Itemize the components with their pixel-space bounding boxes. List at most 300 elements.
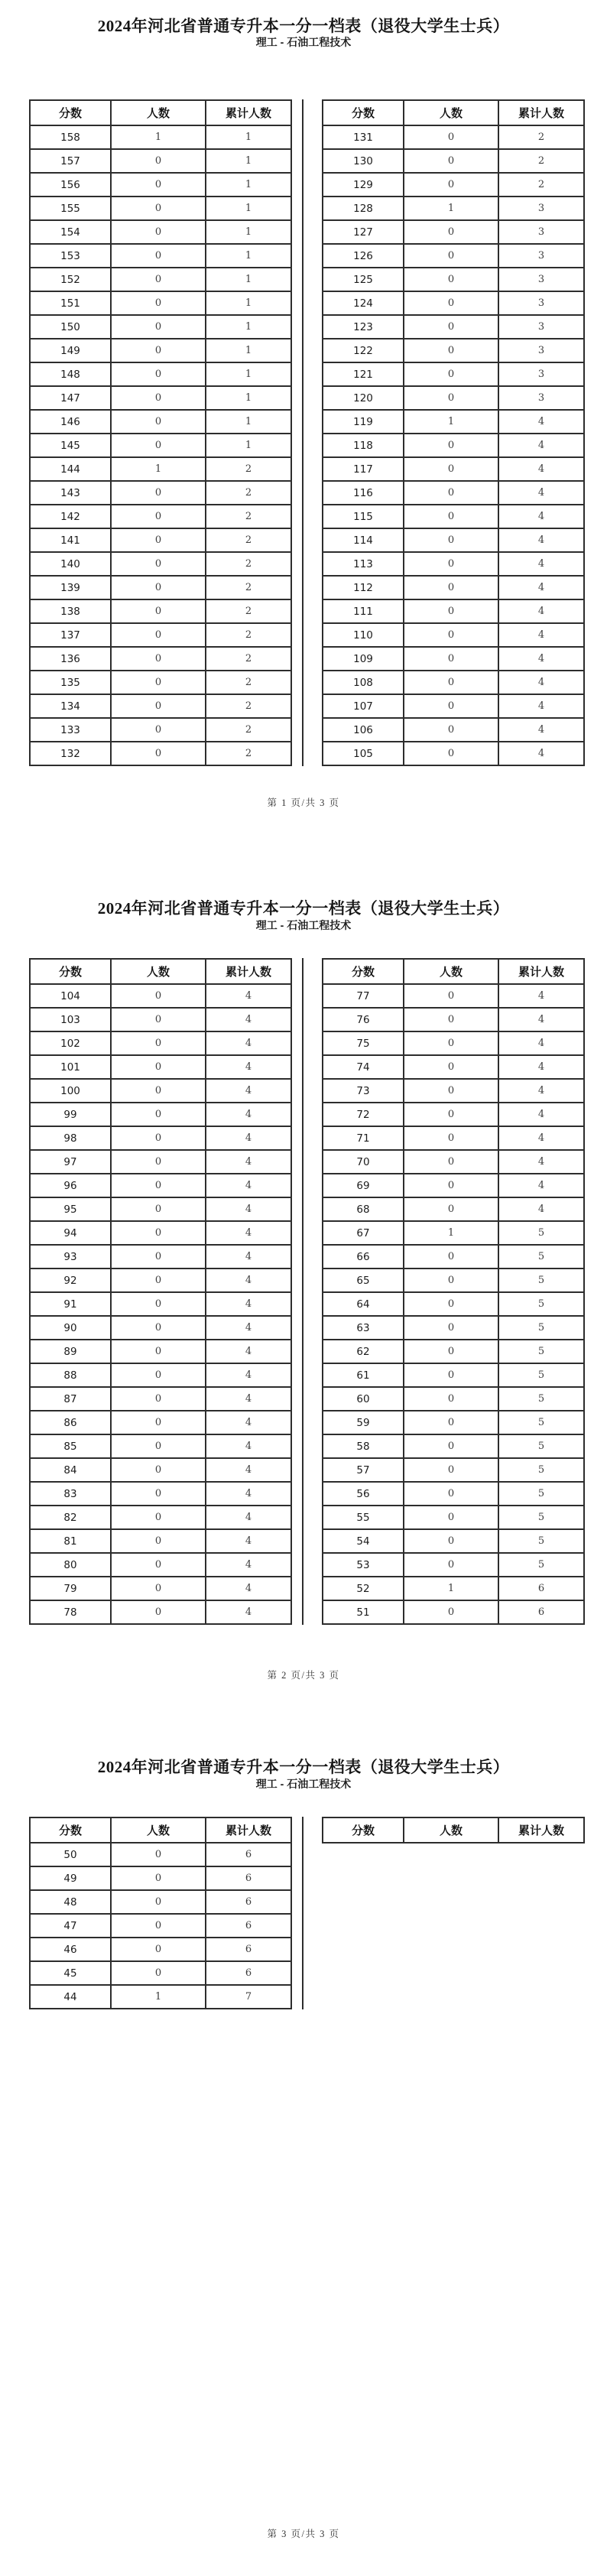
- count-cell: 0: [111, 1890, 206, 1914]
- table-row: [30, 291, 291, 315]
- table-row: [323, 718, 584, 742]
- table-divider: [302, 99, 304, 766]
- count-cell: 0: [404, 623, 498, 647]
- score-cell: 118: [323, 434, 404, 457]
- cumulative-cell: 4: [498, 1197, 584, 1221]
- table-row: [323, 1340, 584, 1363]
- score-cell: 55: [323, 1506, 404, 1529]
- table-row: [30, 173, 291, 197]
- table-row: [30, 1150, 291, 1174]
- count-cell: 0: [404, 1434, 498, 1458]
- cumulative-cell: 7: [206, 1985, 291, 2009]
- count-cell: 0: [111, 149, 206, 173]
- score-cell: 84: [30, 1458, 111, 1482]
- score-cell: 91: [30, 1292, 111, 1316]
- score-cell: 51: [323, 1600, 404, 1624]
- score-cell: 139: [30, 576, 111, 599]
- page-subtitle: 理工 - 石油工程技术: [255, 36, 352, 48]
- cumulative-cell: 4: [206, 984, 291, 1008]
- cumulative-cell: 4: [498, 671, 584, 694]
- cumulative-cell: 2: [206, 647, 291, 671]
- score-cell: 69: [323, 1174, 404, 1197]
- count-cell: 0: [111, 1103, 206, 1126]
- table-row: [323, 268, 584, 291]
- table-row: [30, 1914, 291, 1938]
- count-cell: 0: [111, 1506, 206, 1529]
- cumulative-cell: 1: [206, 268, 291, 291]
- count-cell: 0: [404, 1482, 498, 1506]
- count-cell: 0: [404, 220, 498, 244]
- cumulative-cell: 5: [498, 1245, 584, 1269]
- score-cell: 57: [323, 1458, 404, 1482]
- count-cell: 0: [111, 528, 206, 552]
- count-cell: 0: [404, 552, 498, 576]
- score-cell: 82: [30, 1506, 111, 1529]
- cumulative-cell: 4: [498, 647, 584, 671]
- score-cell: 62: [323, 1340, 404, 1363]
- score-cell: 150: [30, 315, 111, 339]
- score-cell: 54: [323, 1529, 404, 1553]
- table-row: [323, 1150, 584, 1174]
- table-row: [323, 1269, 584, 1292]
- score-cell: 59: [323, 1411, 404, 1434]
- score-cell: 154: [30, 220, 111, 244]
- table-row: [323, 623, 584, 647]
- cumulative-cell: 4: [206, 1600, 291, 1624]
- count-cell: 1: [404, 1577, 498, 1600]
- cumulative-cell: 4: [498, 623, 584, 647]
- table-row: [323, 149, 584, 173]
- count-cell: 0: [404, 1387, 498, 1411]
- score-cell: 60: [323, 1387, 404, 1411]
- table-row: [30, 1079, 291, 1103]
- score-cell: 103: [30, 1008, 111, 1031]
- table-row: [30, 1866, 291, 1890]
- table-row: [323, 1363, 584, 1387]
- table-row: [323, 481, 584, 505]
- cumulative-cell: 4: [498, 552, 584, 576]
- table-row: [30, 1103, 291, 1126]
- cumulative-cell: 6: [206, 1938, 291, 1961]
- cumulative-cell: 5: [498, 1340, 584, 1363]
- cumulative-cell: 6: [498, 1600, 584, 1624]
- cumulative-cell: 1: [206, 125, 291, 149]
- table-row: [323, 434, 584, 457]
- page-footer: 第 2 页/共 3 页: [267, 1670, 340, 1681]
- cumulative-cell: 1: [206, 291, 291, 315]
- table-row: [323, 552, 584, 576]
- count-cell: 0: [111, 1577, 206, 1600]
- count-cell: 0: [111, 268, 206, 291]
- cumulative-cell: 4: [498, 742, 584, 765]
- cumulative-cell: 4: [206, 1221, 291, 1245]
- count-cell: 1: [111, 457, 206, 481]
- count-cell: 0: [111, 1387, 206, 1411]
- column-header-score: 分数: [30, 959, 111, 984]
- score-cell: 81: [30, 1529, 111, 1553]
- page-subtitle: 理工 - 石油工程技术: [255, 919, 352, 931]
- count-cell: 0: [111, 599, 206, 623]
- table-row: [30, 1245, 291, 1269]
- score-cell: 141: [30, 528, 111, 552]
- column-header-count: 人数: [111, 1817, 206, 1843]
- table-row: [323, 1174, 584, 1197]
- cumulative-cell: 1: [206, 386, 291, 410]
- table-row: [323, 694, 584, 718]
- score-cell: 143: [30, 481, 111, 505]
- cumulative-cell: 4: [206, 1292, 291, 1316]
- table-row: [323, 386, 584, 410]
- score-cell: 87: [30, 1387, 111, 1411]
- header-row: [30, 959, 291, 984]
- count-cell: 0: [111, 173, 206, 197]
- score-cell: 158: [30, 125, 111, 149]
- score-cell: 136: [30, 647, 111, 671]
- table-divider: [302, 958, 304, 1625]
- page-2: [0, 859, 607, 1717]
- table-row: [323, 1529, 584, 1553]
- count-cell: 0: [111, 339, 206, 362]
- cumulative-cell: 2: [206, 694, 291, 718]
- cumulative-cell: 5: [498, 1363, 584, 1387]
- table-row: [30, 742, 291, 765]
- score-cell: 70: [323, 1150, 404, 1174]
- score-cell: 100: [30, 1079, 111, 1103]
- table-row: [30, 1411, 291, 1434]
- score-cell: 101: [30, 1055, 111, 1079]
- cumulative-cell: 4: [206, 1126, 291, 1150]
- cumulative-cell: 4: [206, 1174, 291, 1197]
- score-cell: 123: [323, 315, 404, 339]
- cumulative-cell: 4: [498, 984, 584, 1008]
- table-row: [30, 197, 291, 220]
- count-cell: 0: [111, 1600, 206, 1624]
- cumulative-cell: 1: [206, 149, 291, 173]
- table-row: [30, 125, 291, 149]
- score-cell: 111: [323, 599, 404, 623]
- count-cell: 1: [404, 1221, 498, 1245]
- score-cell: 53: [323, 1553, 404, 1577]
- table-header: [323, 959, 584, 984]
- score-cell: 80: [30, 1553, 111, 1577]
- count-cell: 0: [111, 481, 206, 505]
- score-table-right: [322, 99, 585, 766]
- count-cell: 0: [404, 481, 498, 505]
- table-row: [323, 671, 584, 694]
- count-cell: 1: [404, 197, 498, 220]
- table-row: [30, 1269, 291, 1292]
- table-row: [30, 1458, 291, 1482]
- count-cell: 0: [111, 1197, 206, 1221]
- cumulative-cell: 4: [206, 1482, 291, 1506]
- cumulative-cell: 5: [498, 1553, 584, 1577]
- score-cell: 89: [30, 1340, 111, 1363]
- count-cell: 0: [111, 1008, 206, 1031]
- score-cell: 68: [323, 1197, 404, 1221]
- count-cell: 0: [404, 125, 498, 149]
- score-cell: 47: [30, 1914, 111, 1938]
- table-row: [323, 1197, 584, 1221]
- table-row: [323, 291, 584, 315]
- column-header-cumulative: 累计人数: [498, 100, 584, 125]
- column-header-count: 人数: [404, 959, 498, 984]
- cumulative-cell: 4: [498, 1126, 584, 1150]
- count-cell: 0: [404, 457, 498, 481]
- table-row: [30, 1316, 291, 1340]
- table-row: [323, 1482, 584, 1506]
- score-cell: 114: [323, 528, 404, 552]
- column-header-score: 分数: [323, 100, 404, 125]
- cumulative-cell: 4: [206, 1529, 291, 1553]
- score-cell: 86: [30, 1411, 111, 1434]
- count-cell: 0: [404, 1103, 498, 1126]
- table-row: [323, 173, 584, 197]
- score-cell: 130: [323, 149, 404, 173]
- score-cell: 125: [323, 268, 404, 291]
- cumulative-cell: 6: [206, 1890, 291, 1914]
- count-cell: 0: [111, 386, 206, 410]
- table-row: [30, 1961, 291, 1985]
- cumulative-cell: 2: [206, 718, 291, 742]
- cumulative-cell: 5: [498, 1458, 584, 1482]
- count-cell: 0: [404, 1316, 498, 1340]
- page-footer: 第 1 页/共 3 页: [267, 797, 340, 808]
- score-cell: 149: [30, 339, 111, 362]
- count-cell: 1: [111, 1985, 206, 2009]
- count-cell: 0: [111, 1938, 206, 1961]
- count-cell: 0: [404, 1126, 498, 1150]
- count-cell: 0: [111, 1292, 206, 1316]
- score-cell: 56: [323, 1482, 404, 1506]
- score-cell: 98: [30, 1126, 111, 1150]
- count-cell: 0: [404, 1458, 498, 1482]
- table-row: [30, 1363, 291, 1387]
- cumulative-cell: 3: [498, 362, 584, 386]
- score-cell: 77: [323, 984, 404, 1008]
- header-row: [323, 1817, 584, 1843]
- table-header: [323, 100, 584, 125]
- table-row: [323, 742, 584, 765]
- table-row: [30, 528, 291, 552]
- column-header-cumulative: 累计人数: [206, 1817, 291, 1843]
- column-header-count: 人数: [111, 959, 206, 984]
- count-cell: 0: [111, 1866, 206, 1890]
- table-row: [30, 599, 291, 623]
- score-cell: 132: [30, 742, 111, 765]
- page-subtitle: 理工 - 石油工程技术: [255, 1778, 352, 1790]
- table-row: [30, 505, 291, 528]
- count-cell: 0: [111, 1553, 206, 1577]
- table-row: [30, 1482, 291, 1506]
- cumulative-cell: 2: [206, 505, 291, 528]
- table-row: [323, 1411, 584, 1434]
- table-row: [323, 339, 584, 362]
- cumulative-cell: 4: [498, 1103, 584, 1126]
- score-cell: 88: [30, 1363, 111, 1387]
- count-cell: 0: [111, 623, 206, 647]
- table-row: [30, 1197, 291, 1221]
- table-row: [30, 1174, 291, 1197]
- score-cell: 94: [30, 1221, 111, 1245]
- table-row: [30, 1529, 291, 1553]
- score-cell: 156: [30, 173, 111, 197]
- table-row: [30, 1340, 291, 1363]
- score-cell: 147: [30, 386, 111, 410]
- score-cell: 96: [30, 1174, 111, 1197]
- score-cell: 142: [30, 505, 111, 528]
- score-cell: 46: [30, 1938, 111, 1961]
- cumulative-cell: 4: [206, 1434, 291, 1458]
- cumulative-cell: 4: [206, 1387, 291, 1411]
- count-cell: 0: [111, 576, 206, 599]
- cumulative-cell: 2: [498, 149, 584, 173]
- score-cell: 50: [30, 1843, 111, 1866]
- count-cell: 0: [111, 1961, 206, 1985]
- cumulative-cell: 4: [206, 1506, 291, 1529]
- count-cell: 0: [111, 984, 206, 1008]
- column-header-count: 人数: [404, 1817, 498, 1843]
- cumulative-cell: 1: [206, 244, 291, 268]
- score-cell: 78: [30, 1600, 111, 1624]
- count-cell: 0: [111, 1914, 206, 1938]
- table-row: [323, 1387, 584, 1411]
- cumulative-cell: 5: [498, 1506, 584, 1529]
- table-row: [323, 457, 584, 481]
- column-header-cumulative: 累计人数: [498, 1817, 584, 1843]
- table-row: [30, 984, 291, 1008]
- cumulative-cell: 6: [206, 1914, 291, 1938]
- table-body: [30, 125, 291, 765]
- cumulative-cell: 5: [498, 1269, 584, 1292]
- table-row: [30, 268, 291, 291]
- count-cell: 0: [404, 268, 498, 291]
- table-row: [30, 244, 291, 268]
- cumulative-cell: 5: [498, 1316, 584, 1340]
- table-header: [30, 1817, 291, 1843]
- score-cell: 102: [30, 1031, 111, 1055]
- score-cell: 63: [323, 1316, 404, 1340]
- table-row: [30, 1577, 291, 1600]
- cumulative-cell: 1: [206, 410, 291, 434]
- count-cell: 0: [404, 1506, 498, 1529]
- count-cell: 0: [404, 742, 498, 765]
- table-row: [30, 220, 291, 244]
- count-cell: 0: [111, 1363, 206, 1387]
- count-cell: 0: [111, 1843, 206, 1866]
- table-row: [323, 528, 584, 552]
- count-cell: 0: [404, 505, 498, 528]
- table-row: [30, 149, 291, 173]
- score-cell: 97: [30, 1150, 111, 1174]
- page-1: [0, 0, 607, 859]
- count-cell: 0: [404, 671, 498, 694]
- count-cell: 0: [111, 244, 206, 268]
- cumulative-cell: 5: [498, 1292, 584, 1316]
- tables-container: [29, 99, 585, 766]
- score-cell: 116: [323, 481, 404, 505]
- table-row: [30, 1055, 291, 1079]
- table-body: [323, 984, 584, 1624]
- score-cell: 44: [30, 1985, 111, 2009]
- cumulative-cell: 4: [206, 1103, 291, 1126]
- table-row: [323, 984, 584, 1008]
- score-cell: 140: [30, 552, 111, 576]
- table-header: [30, 959, 291, 984]
- cumulative-cell: 1: [206, 173, 291, 197]
- cumulative-cell: 1: [206, 197, 291, 220]
- table-header: [323, 1817, 584, 1843]
- score-cell: 105: [323, 742, 404, 765]
- count-cell: 0: [404, 599, 498, 623]
- cumulative-cell: 4: [498, 1055, 584, 1079]
- column-header-cumulative: 累计人数: [206, 100, 291, 125]
- table-row: [30, 552, 291, 576]
- count-cell: 0: [111, 1482, 206, 1506]
- score-cell: 108: [323, 671, 404, 694]
- score-cell: 120: [323, 386, 404, 410]
- count-cell: 0: [404, 386, 498, 410]
- score-cell: 52: [323, 1577, 404, 1600]
- cumulative-cell: 2: [206, 552, 291, 576]
- count-cell: 0: [404, 1150, 498, 1174]
- count-cell: 1: [404, 410, 498, 434]
- cumulative-cell: 4: [206, 1008, 291, 1031]
- score-cell: 133: [30, 718, 111, 742]
- page-3: [0, 1717, 607, 2576]
- count-cell: 0: [111, 1031, 206, 1055]
- cumulative-cell: 2: [498, 125, 584, 149]
- count-cell: 0: [404, 291, 498, 315]
- column-header-cumulative: 累计人数: [206, 959, 291, 984]
- cumulative-cell: 4: [498, 718, 584, 742]
- score-cell: 99: [30, 1103, 111, 1126]
- cumulative-cell: 2: [206, 599, 291, 623]
- cumulative-cell: 6: [206, 1961, 291, 1985]
- score-cell: 145: [30, 434, 111, 457]
- count-cell: 0: [404, 1411, 498, 1434]
- count-cell: 0: [404, 647, 498, 671]
- count-cell: 0: [404, 362, 498, 386]
- cumulative-cell: 4: [498, 599, 584, 623]
- count-cell: 0: [404, 434, 498, 457]
- count-cell: 0: [111, 1269, 206, 1292]
- score-cell: 131: [323, 125, 404, 149]
- cumulative-cell: 4: [498, 1079, 584, 1103]
- count-cell: 0: [111, 1245, 206, 1269]
- count-cell: 1: [111, 125, 206, 149]
- table-row: [323, 1316, 584, 1340]
- table-row: [323, 244, 584, 268]
- table-row: [30, 362, 291, 386]
- cumulative-cell: 3: [498, 291, 584, 315]
- cumulative-cell: 4: [498, 694, 584, 718]
- score-cell: 155: [30, 197, 111, 220]
- table-row: [323, 1434, 584, 1458]
- cumulative-cell: 4: [206, 1150, 291, 1174]
- count-cell: 0: [404, 1529, 498, 1553]
- table-row: [323, 362, 584, 386]
- table-row: [323, 1079, 584, 1103]
- count-cell: 0: [404, 576, 498, 599]
- score-cell: 151: [30, 291, 111, 315]
- count-cell: 0: [404, 1553, 498, 1577]
- table-row: [30, 1031, 291, 1055]
- table-row: [323, 1458, 584, 1482]
- cumulative-cell: 4: [206, 1197, 291, 1221]
- cumulative-cell: 4: [206, 1269, 291, 1292]
- score-cell: 128: [323, 197, 404, 220]
- count-cell: 0: [111, 1126, 206, 1150]
